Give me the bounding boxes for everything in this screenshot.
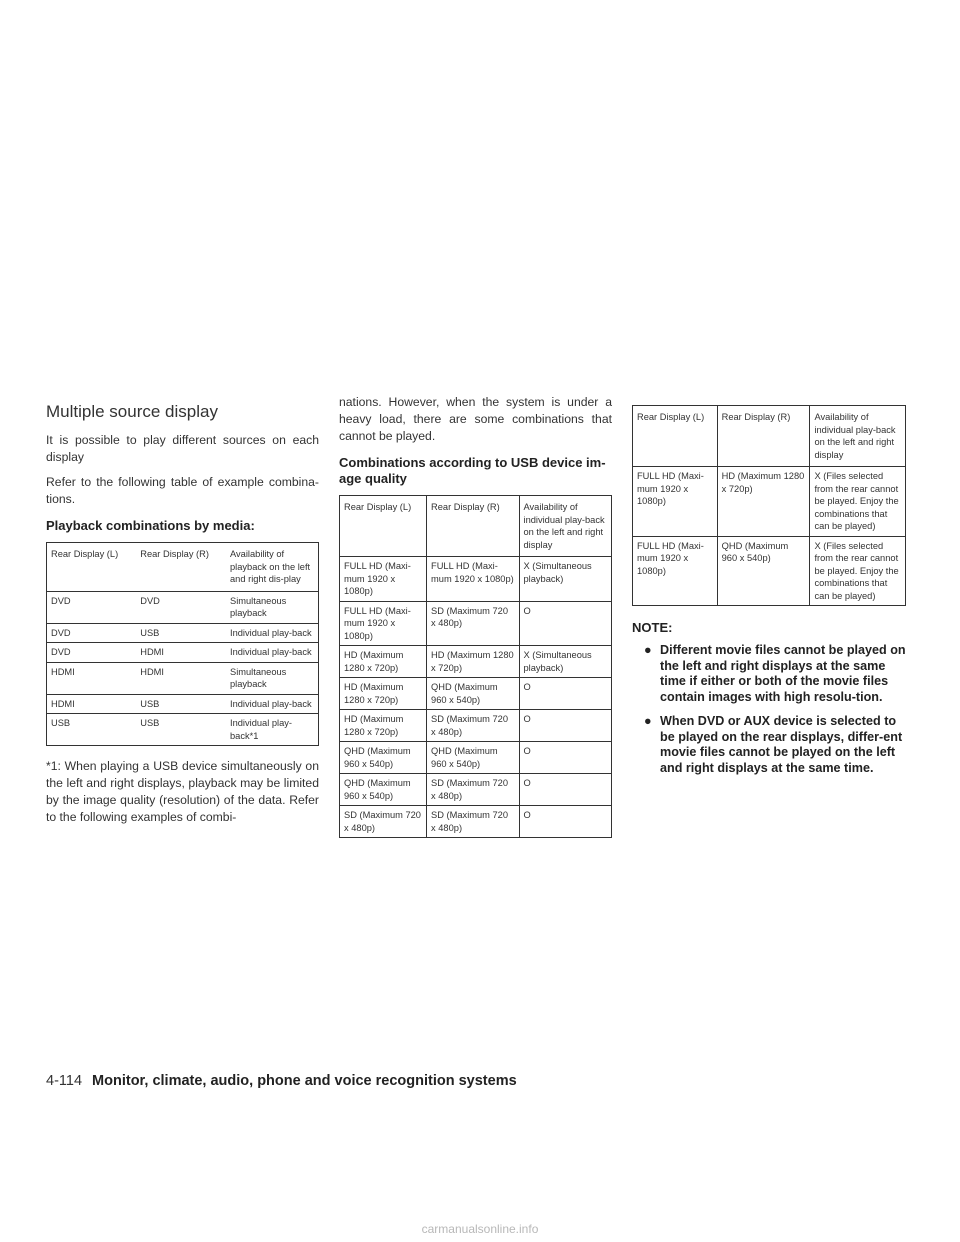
table-row [47,623,319,643]
table-header-cell: Rear Display (R) [136,543,226,592]
table-row [340,557,612,602]
table-header-row [47,543,319,592]
table-cell: SD (Maximum 720 x 480p) [427,601,519,646]
table-cell: FULL HD (Maxi-mum 1920 x 1080p) [633,467,718,537]
table-cell: O [519,806,612,838]
table-cell: HDMI [136,643,226,663]
note-item: ● Different movie files cannot be played on the left and right displays at the same time if either or both of the movie files contain images with high resolu-tion. [644,643,906,704]
table-cell: HD (Maximum 1280 x 720p) [427,646,519,678]
table-cell: QHD (Maximum 960 x 540p) [427,678,519,710]
table-header-cell: Rear Display (L) [47,543,137,592]
footnote-part-2: nations. However, when the system is under a heavy load, there are some combinations that cannot be played. [339,395,612,443]
table-cell: FULL HD (Maxi-mum 1920 x 1080p) [427,557,519,602]
table-cell: QHD (Maximum 960 x 540p) [340,742,427,774]
table-cell: QHD (Maximum 960 x 540p) [340,774,427,806]
intro-paragraph-1: It is possible to play different sources on each display [46,433,319,464]
table-cell: Simultaneous playback [226,662,319,694]
table-cell: SD (Maximum 720 x 480p) [427,710,519,742]
table-cell: O [519,742,612,774]
table-row [633,536,906,606]
usb-quality-table-continued [632,405,906,606]
table-cell: HD (Maximum 1280 x 720p) [717,467,810,537]
table-cell: Individual play-back [226,694,319,714]
notes-list [632,643,906,776]
table-cell: SD (Maximum 720 x 480p) [427,774,519,806]
table-row [633,467,906,537]
note-item: ● When DVD or AUX device is selected to be played on the rear displays, differ-ent movie files cannot be played on the left and right displays at the same time. [644,714,903,775]
table2-title: Combinations according to USB device im-age quality [339,455,606,486]
table-cell: FULL HD (Maxi-mum 1920 x 1080p) [633,536,718,606]
table-row [340,742,612,774]
page-number: 4-114 [46,1073,83,1089]
table-cell: X (Files selected from the rear cannot be played. Enjoy the combinations that can be played) [810,536,906,606]
table-cell: DVD [136,591,226,623]
table-cell: X (Files selected from the rear cannot be played. Enjoy the combinations that can be played) [810,467,906,537]
footnote-part-1: *1: When playing a USB device simultaneously on the left and right displays, playback may be limited by the image quality (resolution) of the data. Refer to the following examples of combi- [46,759,319,824]
table-cell: DVD [47,591,137,623]
table-cell: SD (Maximum 720 x 480p) [427,806,519,838]
table-cell: O [519,678,612,710]
table-cell: HD (Maximum 1280 x 720p) [340,646,427,678]
table-cell: Individual play-back*1 [226,714,319,746]
table1-title: Playback combinations by media: [46,518,255,533]
table-cell: USB [136,694,226,714]
table-row [47,714,319,746]
table-cell: Simultaneous playback [226,591,319,623]
page-footer [46,1073,916,1089]
table-cell: FULL HD (Maxi-mum 1920 x 1080p) [340,557,427,602]
table-cell: Individual play-back [226,643,319,663]
table-row [47,694,319,714]
right-column [632,405,906,785]
table-cell: USB [136,714,226,746]
table-cell: DVD [47,623,137,643]
table-cell: DVD [47,643,137,663]
intro-paragraph-2: Refer to the following table of example combina-tions. [46,475,319,506]
table-cell: X (Simultaneous playback) [519,646,612,678]
table-cell: X (Simultaneous playback) [519,557,612,602]
bullet-icon: ● [644,714,652,728]
table-cell: HDMI [47,662,137,694]
watermark: carmanualsonline.info [421,1222,539,1236]
table-row [47,591,319,623]
table-cell: O [519,710,612,742]
playback-combinations-table [46,542,319,746]
table-cell: FULL HD (Maxi-mum 1920 x 1080p) [340,601,427,646]
table-cell: HDMI [47,694,137,714]
table-row [340,601,612,646]
table-cell: USB [136,623,226,643]
section-title: Multiple source display [46,402,218,421]
table-row [340,646,612,678]
table-header-cell: Rear Display (L) [340,496,427,557]
table-row [340,710,612,742]
table-header-cell: Availability of individual play-back on the left and right display [810,406,906,467]
table-header-cell: Rear Display (L) [633,406,718,467]
chapter-title: Monitor, climate, audio, phone and voice recognition systems [92,1073,517,1089]
table-header-cell: Rear Display (R) [427,496,519,557]
table-cell: QHD (Maximum 960 x 540p) [427,742,519,774]
table-cell: USB [47,714,137,746]
table-header-cell: Rear Display (R) [717,406,810,467]
table-row [47,662,319,694]
left-column [46,402,319,834]
bullet-icon: ● [644,643,652,657]
table-row [340,806,612,838]
table-cell: HD (Maximum 1280 x 720p) [340,710,427,742]
table-header-row [340,496,612,557]
table-cell: HDMI [136,662,226,694]
table-cell: QHD (Maximum 960 x 540p) [717,536,810,606]
table-header-row [633,406,906,467]
note-label: NOTE: [632,620,673,635]
table-cell: SD (Maximum 720 x 480p) [340,806,427,838]
middle-column [339,394,612,838]
table-cell: O [519,774,612,806]
table-row [340,678,612,710]
table-row [47,643,319,663]
table-header-cell: Availability of playback on the left and right dis-play [226,543,319,592]
table-header-cell: Availability of individual play-back on the left and right display [519,496,612,557]
table-cell: Individual play-back [226,623,319,643]
table-cell: HD (Maximum 1280 x 720p) [340,678,427,710]
table-cell: O [519,601,612,646]
usb-quality-table [339,495,612,838]
table-row [340,774,612,806]
